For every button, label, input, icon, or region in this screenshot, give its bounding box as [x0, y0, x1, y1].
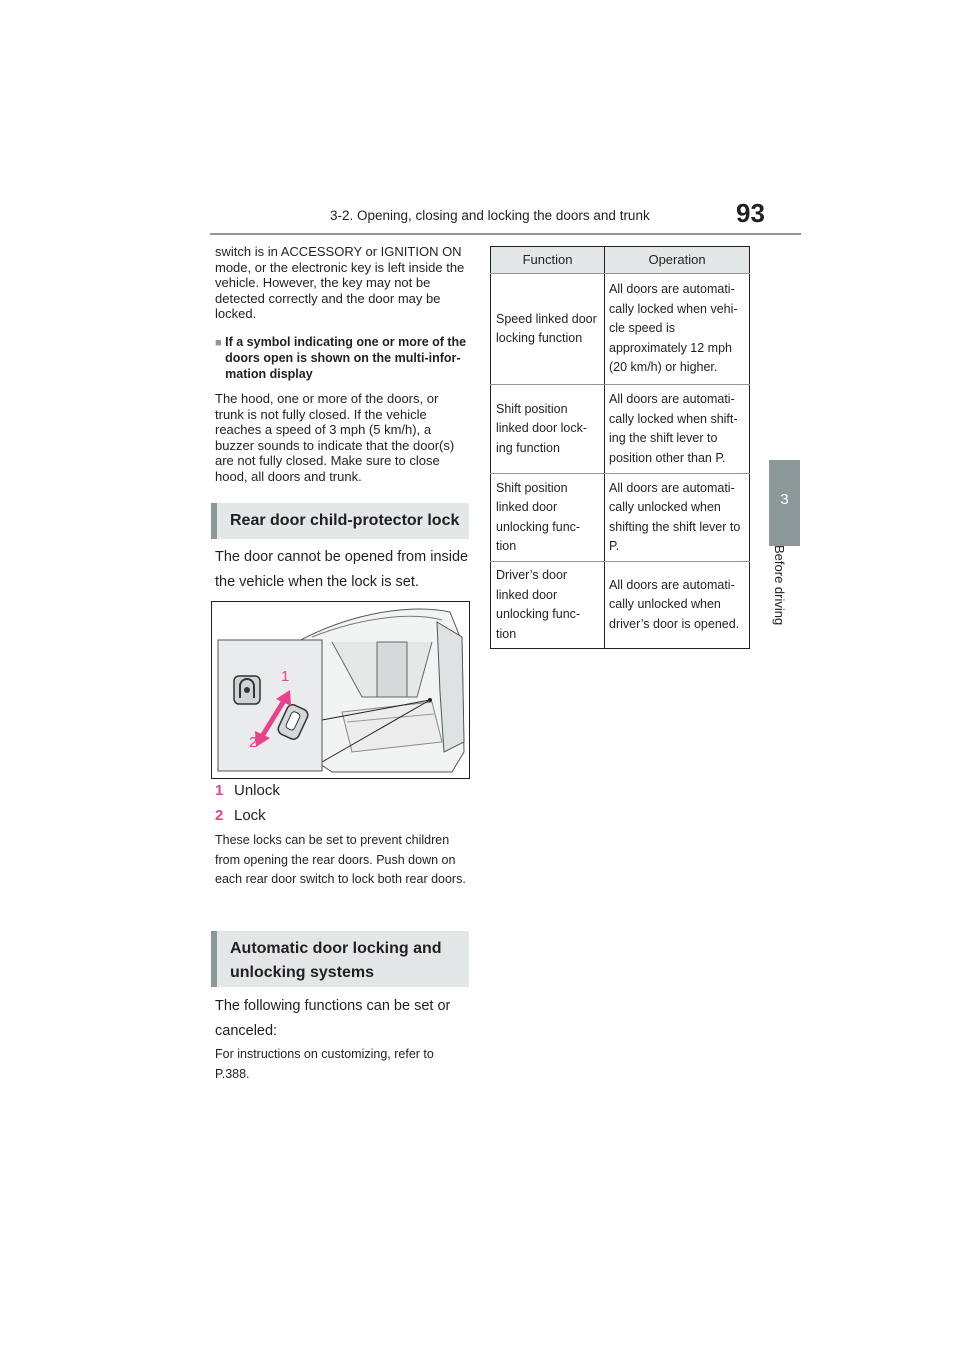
- legend-label: Lock: [234, 807, 266, 824]
- note-bullet: ■: [215, 337, 222, 349]
- child-lock-heading: Rear door child-protector lock: [230, 512, 460, 529]
- auto-lock-heading-box: [211, 931, 469, 987]
- function-cell: Shift position linked door lock-ing function: [491, 385, 605, 474]
- legend-number: 2: [215, 807, 224, 824]
- child-lock-drawing: [212, 602, 469, 778]
- table-row: [491, 274, 750, 385]
- operation-cell: All doors are automati-cally unlocked when shifting the shift lever to P.: [605, 474, 750, 562]
- function-cell: Driver’s door linked door unlocking func-tion: [491, 562, 605, 649]
- legend-number: 1: [215, 782, 224, 799]
- child-lock-paragraph: The door cannot be opened from inside the vehicle when the lock is set.: [215, 549, 469, 590]
- functions-paragraph: The following functions can be set or canceled:: [215, 998, 451, 1039]
- operation-cell: All doors are automati-cally locked when vehi-cle speed is approximately 12 mph (20 km/h) or higher.: [605, 274, 750, 385]
- intro-paragraph: switch is in ACCESSORY or IGNITION ON mode, or the electronic key is left inside the vehicle. However, the key may not be detected correctly and the door may be locked.: [215, 244, 465, 321]
- page-number: 93: [736, 198, 765, 228]
- illustration-label-2: 2: [249, 734, 258, 751]
- table-row: [491, 385, 750, 474]
- auto-lock-heading: Automatic door locking and unlocking systems: [230, 940, 442, 981]
- hood-paragraph: The hood, one or more of the doors, or trunk is not fully closed. If the vehicle reaches a speed of 3 mph (5 km/h), a buzzer sounds to indicate that the door(s) are not fully closed. Make sure to close hood, all doors and trunk.: [215, 391, 455, 484]
- legend-item: [215, 807, 266, 824]
- table-header-operation: Operation: [605, 247, 750, 274]
- function-table: [490, 246, 750, 649]
- section-title: 3-2. Opening, closing and locking the doors and trunk: [330, 208, 650, 223]
- operation-cell: All doors are automati-cally locked when shift-ing the shift lever to position other than P.: [605, 385, 750, 474]
- child-lock-illustration: [211, 601, 470, 779]
- function-cell: Speed linked door locking function: [491, 274, 605, 385]
- illustration-label-1: 1: [281, 668, 290, 685]
- operation-cell: All doors are automati-cally unlocked when driver’s door is opened.: [605, 562, 750, 649]
- chapter-number: 3: [780, 491, 789, 508]
- note-heading: [215, 334, 475, 382]
- header-divider: [210, 233, 801, 235]
- legend-item: [215, 782, 280, 799]
- function-cell: Shift position linked door unlocking func-tion: [491, 474, 605, 562]
- table-row: [491, 562, 750, 649]
- note-heading-text: If a symbol indicating one or more of the doors open is shown on the multi-infor-mation display: [225, 335, 467, 381]
- instructions-paragraph: For instructions on customizing, refer to P.388.: [215, 1047, 434, 1081]
- locks-paragraph: These locks can be set to prevent children from opening the rear doors. Push down on each rear door switch to lock both rear doors.: [215, 833, 466, 886]
- table-header-row: [491, 247, 750, 274]
- legend-label: Unlock: [234, 782, 280, 799]
- child-lock-heading-box: [211, 503, 469, 539]
- chapter-label: Before driving: [772, 545, 787, 626]
- table-header-function: Function: [491, 247, 605, 274]
- chapter-tab: [769, 460, 800, 546]
- table-row: [491, 474, 750, 562]
